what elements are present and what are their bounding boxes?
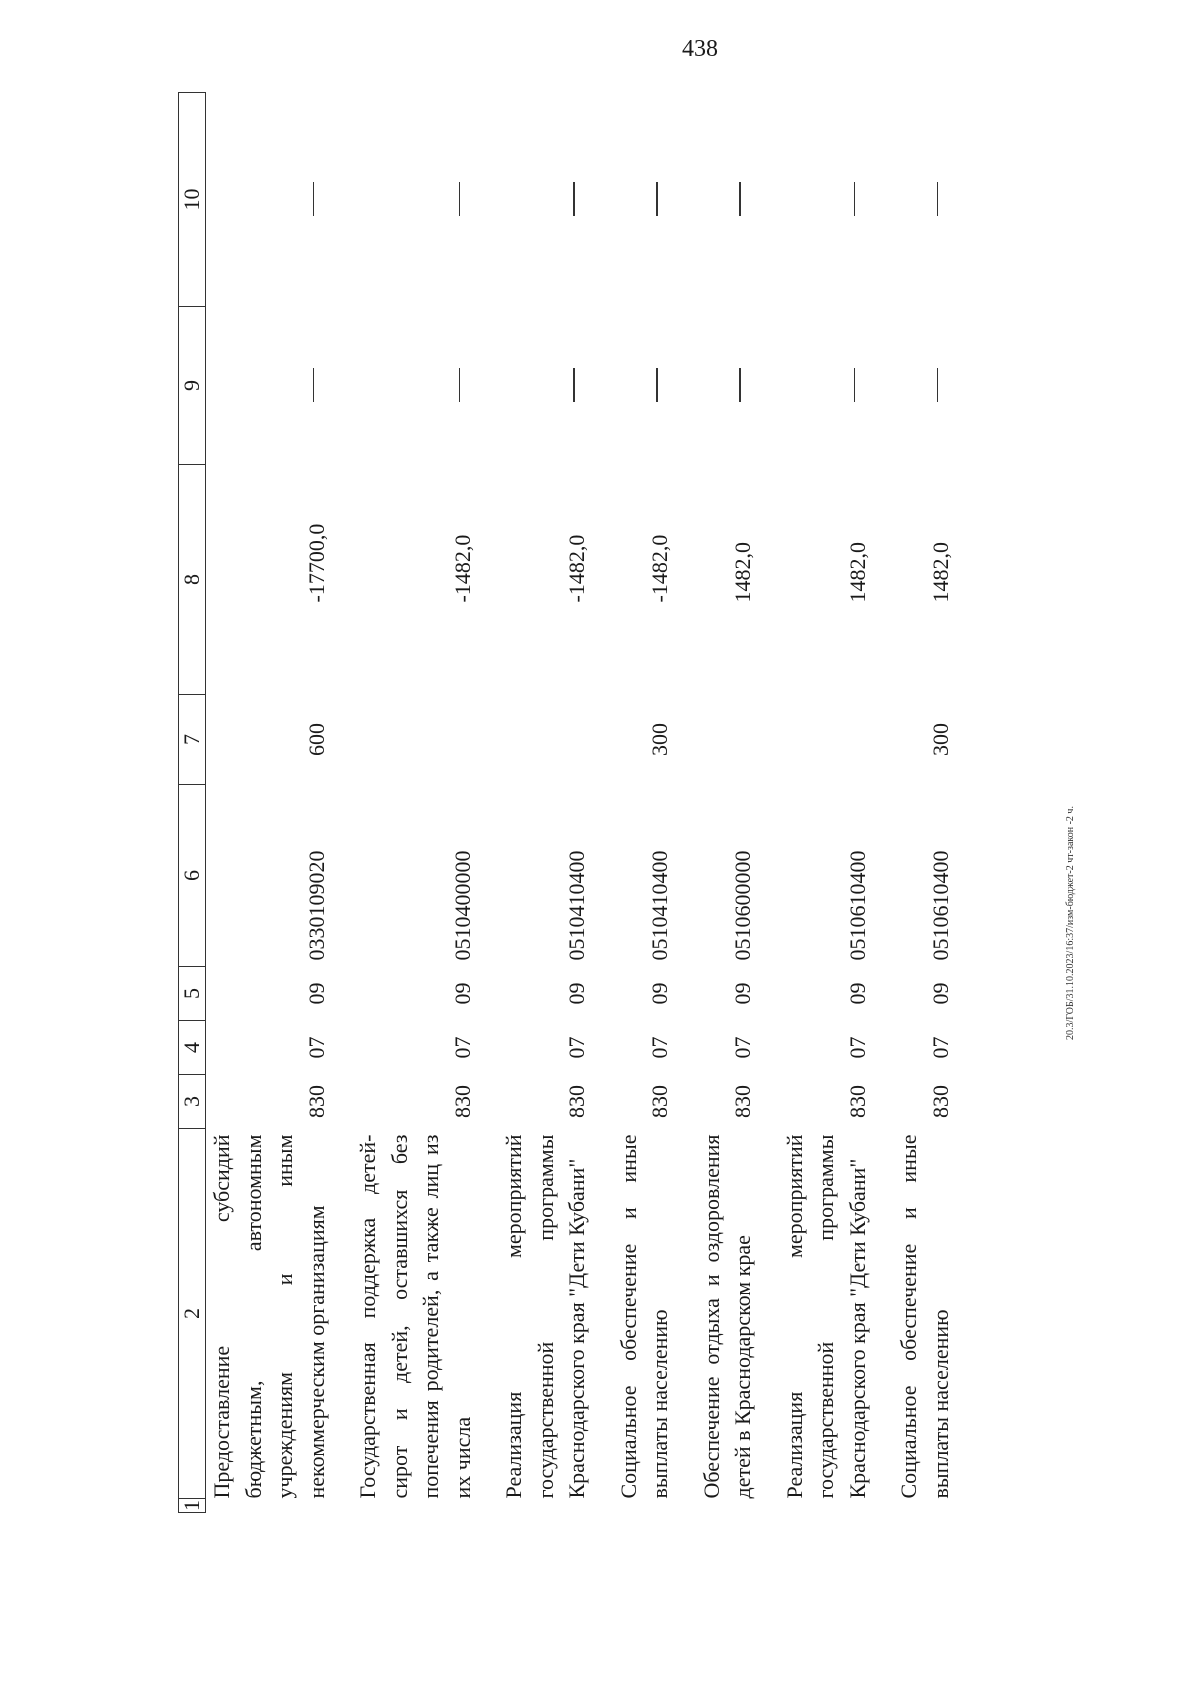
cell-col4: 07 xyxy=(647,1036,672,1059)
cell-col9-dash xyxy=(206,307,333,465)
cell-col5: 09 xyxy=(564,982,589,1005)
cell-col7: 600 xyxy=(303,723,329,756)
row-name: Предоставление субсидий бюджетным, автономным учреждениям и иным некоммерческим организациям xyxy=(209,1134,329,1499)
column-header-2: 2 xyxy=(179,1129,206,1499)
cell-col10-dash xyxy=(613,93,676,307)
cell-col7 xyxy=(352,695,478,785)
cell-col4: 07 xyxy=(927,1036,953,1059)
cell-col7: 300 xyxy=(647,723,672,756)
cell-col8: 1482,0 xyxy=(730,542,755,603)
table-row xyxy=(893,93,956,1513)
column-header-7: 7 xyxy=(179,695,206,785)
cell-col10-dash xyxy=(352,93,478,307)
cell-col5: 09 xyxy=(927,982,953,1005)
cell-col10-dash xyxy=(206,93,333,307)
cell-col6: 0510400000 xyxy=(449,850,475,961)
cell-col6: 0330109020 xyxy=(303,850,329,961)
cell-col10-dash xyxy=(893,93,956,307)
cell-col3: 830 xyxy=(564,1085,589,1118)
row-name: Реализация мероприятий государственной программы Краснодарского края "Дети Кубани" xyxy=(501,1134,589,1499)
budget-table-container xyxy=(178,93,1058,1513)
cell-col8: 1482,0 xyxy=(927,542,953,603)
cell-col6: 0510600000 xyxy=(730,850,755,961)
row-name: Социальное обеспечение и иные выплаты населению xyxy=(615,1134,672,1499)
cell-col5: 09 xyxy=(730,982,755,1005)
cell-col9-dash xyxy=(779,307,874,465)
cell-col3: 830 xyxy=(927,1085,953,1118)
column-header-4: 4 xyxy=(179,1021,206,1075)
cell-col3: 830 xyxy=(647,1085,672,1118)
cell-col7 xyxy=(498,695,593,785)
cell-col8: -1482,0 xyxy=(449,534,475,603)
page-number: 438 xyxy=(682,36,718,62)
row-name: Реализация мероприятий государственной программы Краснодарского края "Дети Кубани" xyxy=(781,1134,870,1499)
column-header-1: 1 xyxy=(179,1500,204,1511)
cell-col8: -17700,0 xyxy=(303,523,329,603)
table-row xyxy=(352,93,478,1513)
cell-col7: 300 xyxy=(927,723,953,756)
cell-col9-dash xyxy=(613,307,676,465)
cell-col10-dash xyxy=(696,93,759,307)
column-header-3: 3 xyxy=(179,1075,206,1129)
row-name: Государственная поддержка детей-сирот и детей, оставшихся без попечения родителей, а также лиц из их числа xyxy=(355,1134,475,1499)
cell-col7 xyxy=(696,695,759,785)
row-name: Обеспечение отдыха и оздоровления детей в Краснодарском крае xyxy=(698,1134,755,1499)
cell-col3: 830 xyxy=(844,1085,870,1118)
document-footer-stamp: 20.3/ГОБ/31.10.2023/16:37/изм-бюджет-2 чт-закон -2 ч. xyxy=(1065,806,1076,1040)
cell-col10-dash xyxy=(779,93,874,307)
cell-col6: 0510610400 xyxy=(844,850,870,961)
cell-col6: 0510610400 xyxy=(927,850,953,961)
cell-col9-dash xyxy=(893,307,956,465)
cell-col4: 07 xyxy=(564,1036,589,1059)
cell-col8: 1482,0 xyxy=(844,542,870,603)
cell-col8: -1482,0 xyxy=(647,534,672,603)
table-row xyxy=(613,93,676,1513)
column-header-9: 9 xyxy=(179,307,206,465)
cell-col4: 07 xyxy=(844,1036,870,1059)
table-header-row xyxy=(179,93,206,1513)
cell-col8: -1482,0 xyxy=(564,534,589,603)
column-header-10: 10 xyxy=(179,93,206,307)
cell-col5: 09 xyxy=(647,982,672,1005)
cell-col6: 0510410400 xyxy=(564,850,589,961)
cell-col4: 07 xyxy=(730,1036,755,1059)
cell-col5: 09 xyxy=(449,982,475,1005)
row-name: Социальное обеспечение и иные выплаты населению xyxy=(896,1134,953,1499)
cell-col6: 0510410400 xyxy=(647,850,672,961)
cell-col9-dash xyxy=(352,307,478,465)
column-header-5: 5 xyxy=(179,967,206,1021)
cell-col9-dash xyxy=(498,307,593,465)
cell-col7 xyxy=(779,695,874,785)
cell-col3: 830 xyxy=(730,1085,755,1118)
cell-col3: 830 xyxy=(303,1085,329,1118)
cell-col10-dash xyxy=(498,93,593,307)
cell-col4: 07 xyxy=(303,1036,329,1059)
table-row xyxy=(696,93,759,1513)
column-header-6: 6 xyxy=(179,785,206,967)
budget-table xyxy=(178,92,956,1513)
table-row xyxy=(498,93,593,1513)
table-row xyxy=(206,93,333,1513)
cell-col5: 09 xyxy=(844,982,870,1005)
cell-col3: 830 xyxy=(449,1085,475,1118)
cell-col9-dash xyxy=(696,307,759,465)
cell-col4: 07 xyxy=(449,1036,475,1059)
table-row xyxy=(779,93,874,1513)
column-header-8: 8 xyxy=(179,465,206,695)
cell-col5: 09 xyxy=(303,982,329,1005)
